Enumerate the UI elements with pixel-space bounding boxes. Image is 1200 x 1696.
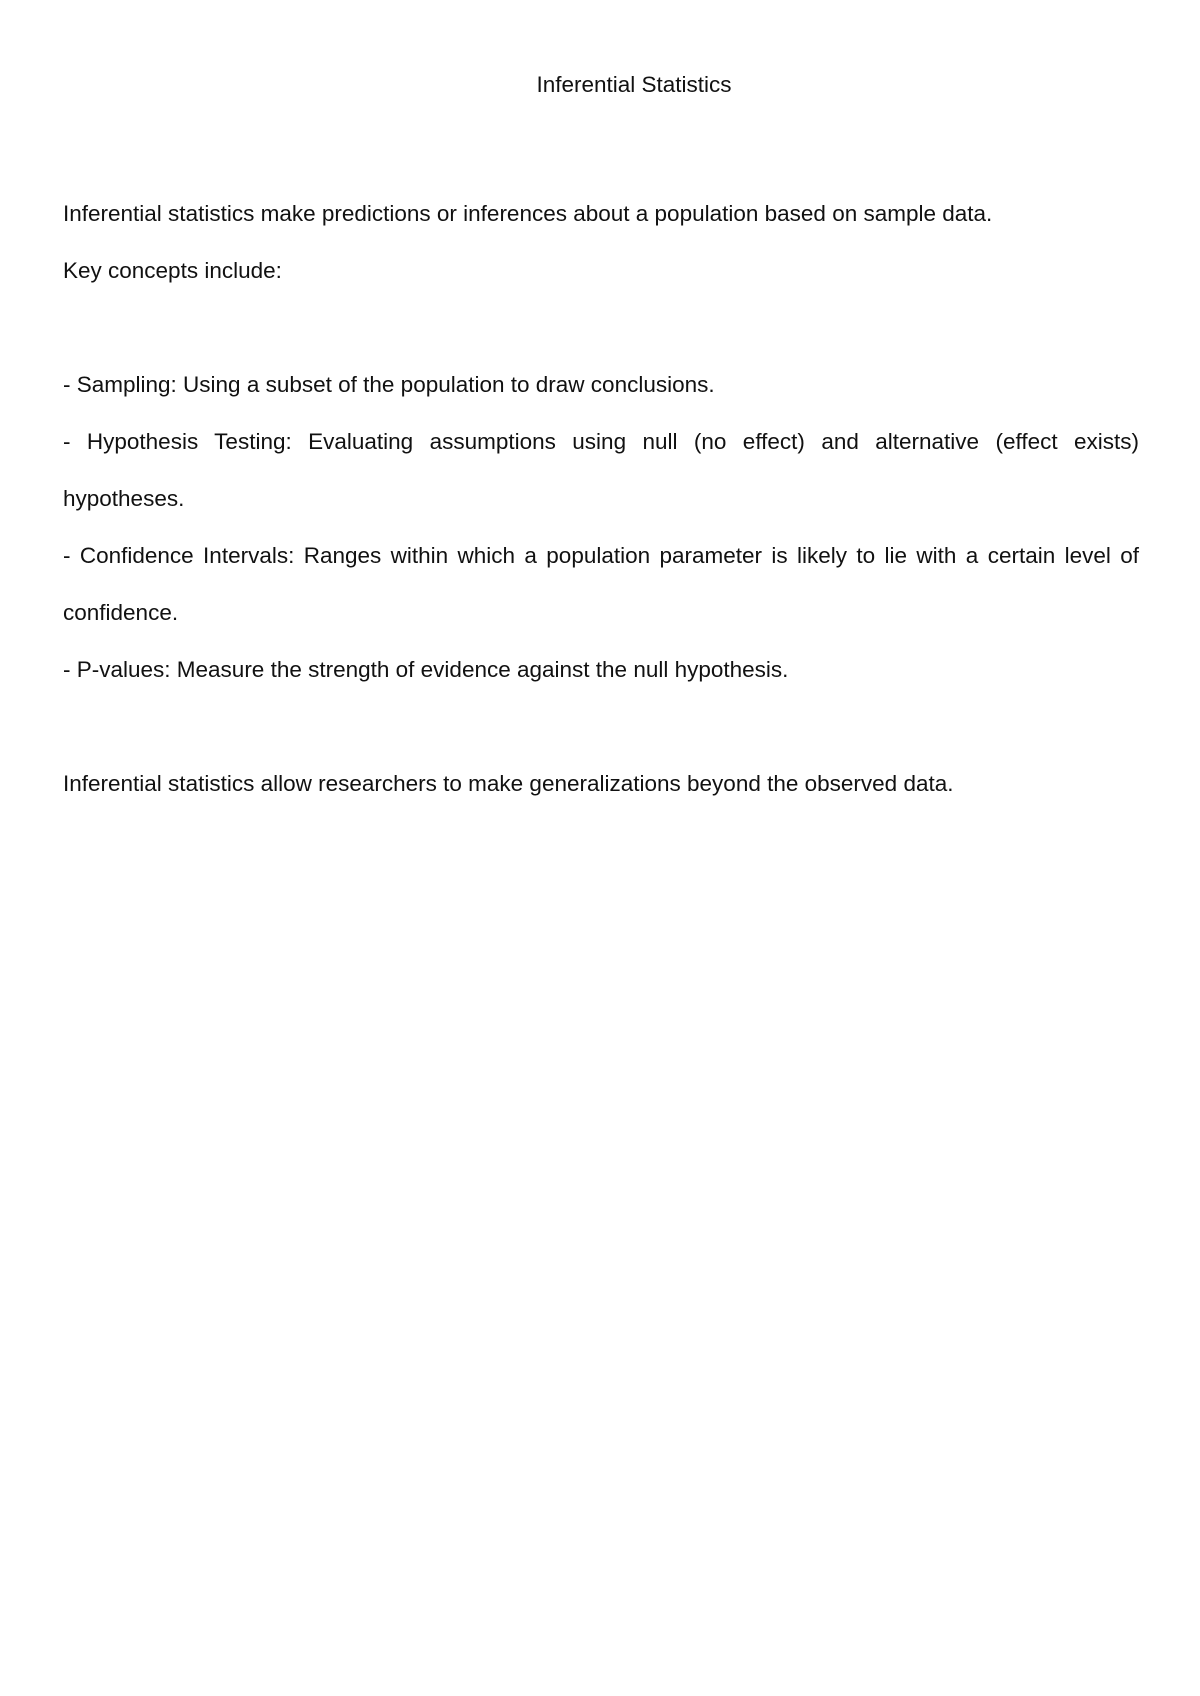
page-title: Inferential Statistics: [536, 72, 732, 97]
key-concepts-label: Key concepts include:: [63, 258, 282, 283]
concept-item-p-values: - P-values: Measure the strength of evidence against the null hypothesis.: [63, 657, 789, 682]
concept-item-sampling: - Sampling: Using a subset of the population to draw conclusions.: [63, 372, 715, 397]
paragraph-gap: [63, 698, 1139, 755]
concept-item-confidence-intervals: - Confidence Intervals: Ranges within which a population parameter is likely to lie with a certain level of confidence.: [63, 543, 1139, 625]
document-body: [63, 185, 1139, 812]
conclusion-paragraph: Inferential statistics allow researchers to make generalizations beyond the observed data.: [63, 771, 954, 796]
intro-paragraph: Inferential statistics make predictions or inferences about a population based on sample data.: [63, 201, 993, 226]
paragraph-gap: [63, 299, 1139, 356]
concept-item-hypothesis-testing: - Hypothesis Testing: Evaluating assumptions using null (no effect) and alternative (effect exists) hypotheses.: [63, 429, 1139, 511]
